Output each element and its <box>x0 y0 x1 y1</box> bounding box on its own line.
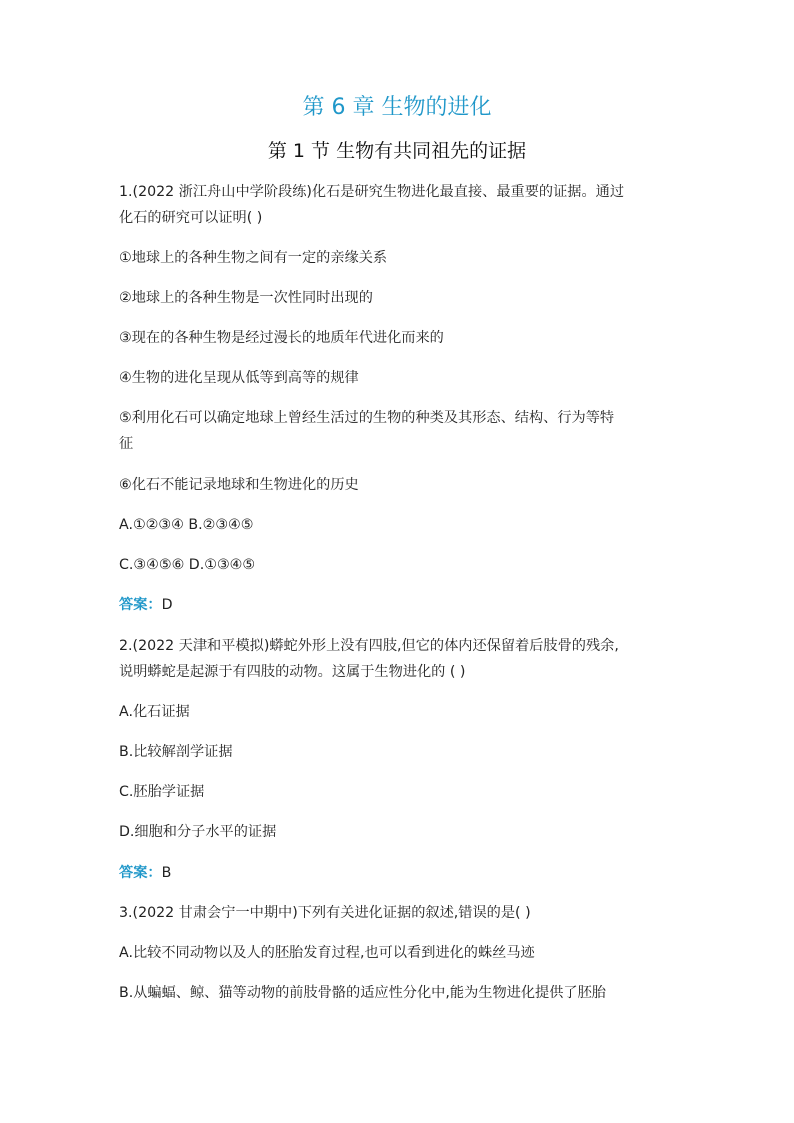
q3-option-a: A.比较不同动物以及人的胚胎发育过程,也可以看到进化的蛛丝马迹 <box>119 945 535 961</box>
q1-stem-line-1: 1.(2022 浙江舟山中学阶段练)化石是研究生物进化最直接、最重要的证据。通过 <box>119 184 625 200</box>
q1-answer-label: 答案： <box>119 597 162 613</box>
q1-statement-2: ②地球上的各种生物是一次性同时出现的 <box>119 290 373 306</box>
q1-answer-value: D <box>161 597 173 613</box>
q3-option-b: B.从蝙蝠、鲸、猫等动物的前肢骨骼的适应性分化中,能为生物进化提供了胚胎 <box>119 985 606 1001</box>
section-title: 第 1 节 生物有共同祖先的证据 <box>267 140 527 162</box>
q1-statement-4: ④生物的进化呈现从低等到高等的规律 <box>119 370 359 386</box>
q2-answer-value: B <box>161 865 172 881</box>
q2-option-c: C.胚胎学证据 <box>119 784 205 800</box>
q1-statement-3: ③现在的各种生物是经过漫长的地质年代进化而来的 <box>119 330 444 346</box>
q2-answer <box>119 863 171 883</box>
q1-statement-1: ①地球上的各种生物之间有一定的亲缘关系 <box>119 250 388 266</box>
q3-stem-line-1: 3.(2022 甘肃会宁一中期中)下列有关进化证据的叙述,错误的是( ) <box>119 905 531 921</box>
q1-statement-6: ⑥化石不能记录地球和生物进化的历史 <box>119 477 359 493</box>
q1-options-line-1: A.①②③④ B.②③④⑤ <box>119 517 254 533</box>
q2-option-d: D.细胞和分子水平的证据 <box>119 824 277 840</box>
q1-statement-5-cont: 征 <box>119 436 134 452</box>
q2-stem-line-2: 说明蟒蛇是起源于有四肢的动物。这属于生物进化的 ( ) <box>119 664 466 680</box>
q2-option-b: B.比较解剖学证据 <box>119 744 233 760</box>
q1-answer <box>119 595 173 615</box>
q2-answer-label: 答案： <box>119 865 162 881</box>
q1-statement-5: ⑤利用化石可以确定地球上曾经生活过的生物的种类及其形态、结构、行为等特 <box>119 410 615 426</box>
q1-options-line-2: C.③④⑤⑥ D.①③④⑤ <box>119 557 256 573</box>
chapter-title: 第 6 章 生物的进化 <box>302 95 492 120</box>
q2-option-a: A.化石证据 <box>119 704 190 720</box>
q1-stem-line-2: 化石的研究可以证明( ) <box>119 210 263 226</box>
q2-stem-line-1: 2.(2022 天津和平模拟)蟒蛇外形上没有四肢,但它的体内还保留着后肢骨的残余, <box>119 638 619 654</box>
